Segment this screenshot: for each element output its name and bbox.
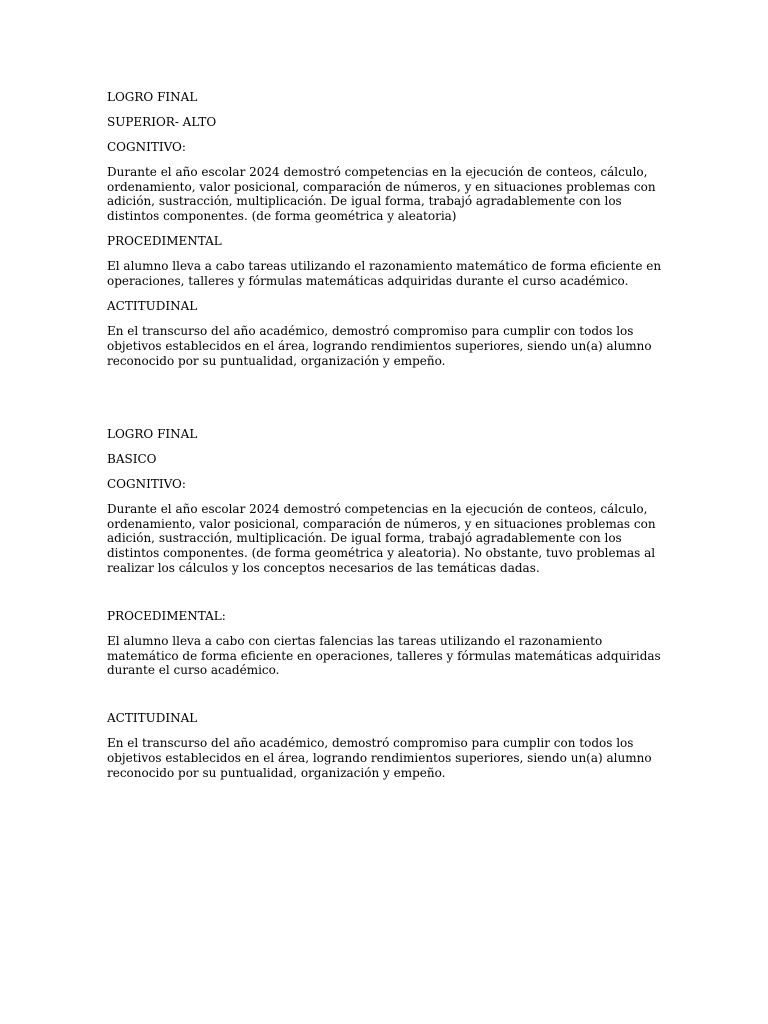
section-basico (107, 427, 667, 781)
cognitivo-heading: COGNITIVO: (107, 476, 186, 491)
procedimental-paragraph: El alumno lleva a cabo con ciertas falencias las tareas utilizando el razonamiento matemático de forma eficiente en operaciones, talleres y fórmulas matemáticas adquiridas durante el curso académico. (107, 633, 661, 678)
actitudinal-heading: ACTITUDINAL (107, 299, 198, 314)
paragraph-spacer (107, 688, 667, 711)
section-superior-alto (107, 90, 667, 368)
cognitivo-heading: COGNITIVO: (107, 140, 186, 154)
procedimental-heading: PROCEDIMENTAL: (107, 608, 226, 623)
procedimental-heading: PROCEDIMENTAL (107, 234, 222, 249)
actitudinal-heading: ACTITUDINAL (107, 711, 198, 726)
paragraph-spacer (107, 586, 667, 609)
performance-level: SUPERIOR- ALTO (107, 115, 217, 129)
document-page (107, 90, 667, 791)
section-spacer (107, 379, 667, 427)
section-title: LOGRO FINAL (107, 90, 198, 104)
cognitivo-paragraph: Durante el año escolar 2024 demostró competencias en la ejecución de conteos, cálculo, ordenamiento, valor posicional, comparación de números, y en situaciones problemas con adición, sustracción, multiplicación. De igual forma, trabajó agradablemente con los distintos componentes. (de forma geométrica y aleatoria). No obstante, tuvo problemas al realizar los cálculos y los conceptos necesarios de las temáticas dadas. (107, 501, 656, 575)
procedimental-paragraph: El alumno lleva a cabo tareas utilizando el razonamiento matemático de forma eficiente en operaciones, talleres y fórmulas matemáticas adquiridas durante el curso académico. (107, 259, 662, 289)
section-title: LOGRO FINAL (107, 426, 198, 441)
actitudinal-paragraph: En el transcurso del año académico, demostró compromiso para cumplir con todos los objetivos establecidos en el área, logrando rendimientos superiores, siendo un(a) alumno reconocido por su puntualidad, organización y empeño. (107, 736, 652, 780)
actitudinal-paragraph: En el transcurso del año académico, demostró compromiso para cumplir con todos los objetivos establecidos en el área, logrando rendimientos superiores, siendo un(a) alumno reconocido por su puntualidad, organización y empeño. (107, 324, 652, 368)
performance-level: BASICO (107, 451, 157, 466)
cognitivo-paragraph: Durante el año escolar 2024 demostró competencias en la ejecución de conteos, cálculo, ordenamiento, valor posicional, comparación de números, y en situaciones problemas con adición, sustracción, multiplicación. De igual forma, trabajó agradablemente con los distintos componentes. (de forma geométrica y aleatoria) (107, 165, 656, 224)
